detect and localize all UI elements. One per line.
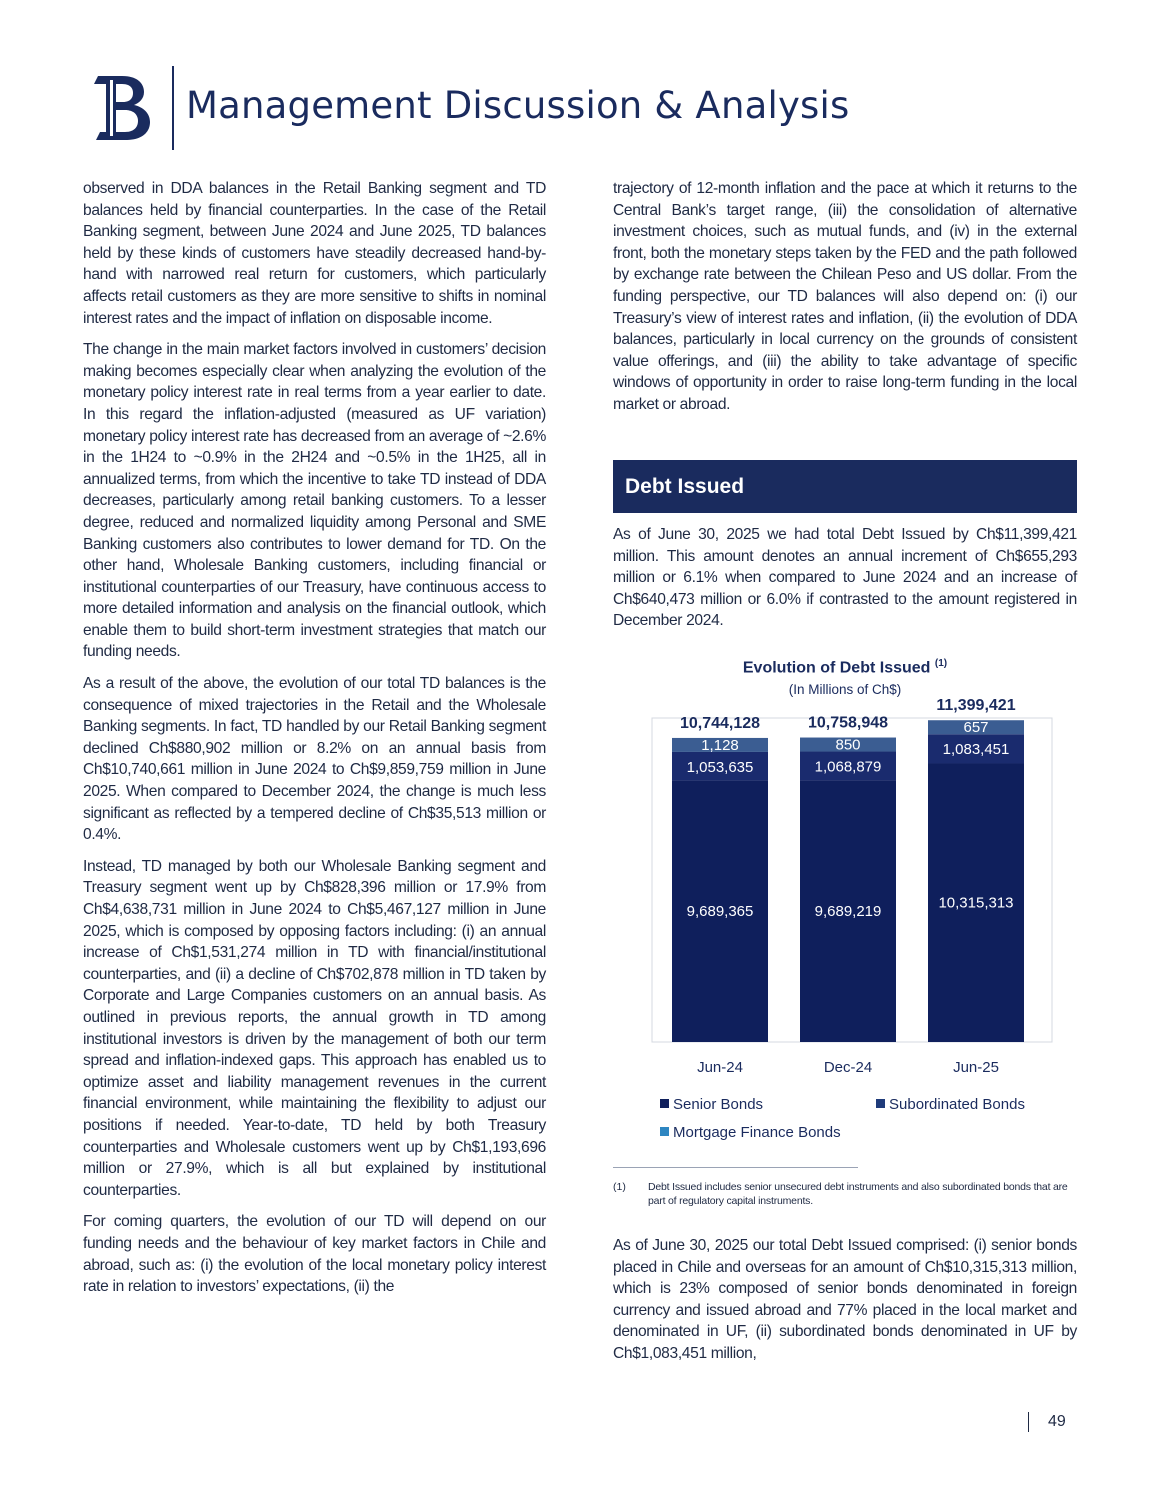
legend-item-senior-bonds [660, 1096, 763, 1113]
data-label-senior: 9,689,219 [814, 903, 882, 921]
legend-item-subordinated-bonds [876, 1096, 1025, 1113]
chart-title [613, 658, 1077, 677]
paragraph: For coming quarters, the evolution of our TD will depend on our funding needs and the behaviour of key market factors in Chile and abroad, such as: (i) the evolution of the local monetary policy interest rate in relation to investors’ expectations, (ii) the [83, 1213, 546, 1296]
legend-label: Mortgage Finance Bonds [673, 1124, 841, 1141]
paragraph: observed in DDA balances in the Retail Banking segment and TD balances held by financial counterparties. In the case of the Retail Banking segment, between June 2024 and June 2025, TD balances held by these kinds of customers have steadily decreased hand-by-hand with narrowed real return for customers, which particularly affects retail customers as they are more sensitive to shifts in nominal interest rates and the impact of inflation on disposable income. [83, 180, 546, 327]
data-label-mortgage: 657 [963, 719, 989, 737]
data-label-senior: 10,315,313 [938, 894, 1014, 912]
chart-title-text: Evolution of Debt Issued [742, 659, 931, 677]
chart-title-footnote-mark: (1) [934, 658, 948, 669]
footnote-text: Debt Issued includes senior unsecured debt instruments and also subordinated bonds that are part of regulatory capital instruments. [648, 1181, 1068, 1207]
section-header-debt-issued: Debt Issued [613, 460, 1077, 513]
paragraph: trajectory of 12-month inflation and the pace at which it returns to the Central Bank’s target range, (iii) the consolidation of alternative investment choices, such as mutual funds, and (iv) in the external front, both the monetary steps taken by the FED and the path followed by exchange rate between the Chilean Peso and US dollar. From the funding perspective, our TD balances will also depend on: (i) our Treasury’s view of interest rates and inflation, (ii) the evolution of DDA balances, particularly in local currency on the grounds of consistent value offerings, and (iii) the ability to take advantage of specific windows of opportunity in order to raise long-term funding in the local market or abroad. [613, 180, 1077, 413]
legend-label: Senior Bonds [673, 1096, 764, 1113]
header-divider [172, 66, 174, 150]
legend-item-mortgage-finance-bonds [660, 1124, 841, 1141]
total-label: 10,758,948 [807, 714, 889, 732]
data-label-mortgage: 850 [835, 736, 861, 754]
debt-composition-paragraph: As of June 30, 2025 our total Debt Issued comprised: (i) senior bonds placed in Chile and overseas for an amount of Ch$10,315,313 million, which is 23% composed of senior bonds denominated in foreign currency and issued abroad and 77% placed in the local market and denominated in UF, (ii) subordinated bonds denominated in UF by Ch$1,083,451 million, [613, 1237, 1077, 1362]
page-number-divider [1028, 1412, 1029, 1432]
data-label-senior: 9,689,365 [686, 903, 754, 921]
b-monogram-logo [92, 72, 154, 142]
category-label: Jun-25 [953, 1059, 999, 1076]
debt-issued-paragraph: As of June 30, 2025 we had total Debt Issued by Ch$11,399,421 million. This amount denotes an annual increment of Ch$655,293 million or 6.1% when compared to June 2024 and an increase of Ch$640,473 million or 6.0% if contrasted to the amount registered in December 2024. [613, 526, 1077, 630]
paragraph: The change in the main market factors involved in customers’ decision making becomes especially clear when analyzing the evolution of the monetary policy interest rate in real terms from a year earlier to date. In this regard the inflation-adjusted (measured as UF variation) monetary policy interest rate has decreased from an average of ~2.6% in the 1H24 to ~0.9% in the 2H24 and ~0.5% in the 1H25, all in annualized terms, from which the incentive to take TD instead of DDA decreases, particularly among retail banking customers. To a lesser degree, reduced and normalized liquidity among Personal and SME Banking customers also contributes to lower demand for TD. On the other hand, Wholesale Banking customers, including financial or institutional counterparties of our Treasury, have continuous access to more detailed information and analysis on the financial outlook, which enable them to build short-term investment strategies that match our funding needs. [83, 341, 546, 661]
legend-swatch [876, 1099, 885, 1108]
page-title: Management Discussion & Analysis [186, 84, 850, 127]
data-label-subordinated: 1,053,635 [686, 758, 754, 776]
left-column [83, 178, 546, 1308]
data-label-subordinated: 1,083,451 [942, 741, 1010, 759]
paragraph: As a result of the above, the evolution of our total TD balances is the consequence of mixed trajectories in the Retail and the Wholesale Banking segments. In fact, TD handled by our Retail Banking segment declined Ch$880,902 million or 8.2% on an annual basis from Ch$10,740,661 million in June 2024 to Ch$9,859,759 million in June 2025. When compared to December 2024, the change is much less significant as reflected by a tempered decline of Ch$35,513 million or 0.4%. [83, 675, 546, 844]
right-column [613, 178, 1077, 426]
data-label-subordinated: 1,068,879 [814, 758, 882, 776]
footnote-mark: (1) [613, 1181, 626, 1193]
footnote-divider [613, 1167, 858, 1168]
chart-subtitle: (In Millions of Ch$) [788, 682, 902, 697]
category-label: Jun-24 [697, 1059, 743, 1076]
legend-swatch [660, 1099, 669, 1108]
legend-swatch [660, 1127, 669, 1136]
data-label-mortgage: 1,128 [701, 736, 739, 754]
page-number: 49 [1048, 1413, 1066, 1430]
total-label: 11,399,421 [936, 697, 1016, 715]
paragraph: Instead, TD managed by both our Wholesale Banking segment and Treasury segment went up by Ch$828,396 million or 17.9% from Ch$4,638,731 million in June 2024 to Ch$5,467,127 million in June 2025, which is composed by opposing factors including: (i) an annual increase of Ch$1,531,274 million in TD with financial/institutional counterparties, and (ii) a decline of Ch$702,878 million in TD taken by Corporate and Large Companies customers on an annual basis. As outlined in previous reports, the annual growth in TD among institutional investors is driven by the management of both our term spread and inflation-indexed gaps. This approach has enabled us to optimize asset and liability management revenues in the current financial environment, while maintaining the flexibility to adjust our positions if needed. Year-to-date, TD held by both Treasury counterparties and Wholesale customers went up by Ch$1,193,696 million or 27.9%, which is all but explained by institutional counterparties. [83, 857, 546, 1199]
legend-label: Subordinated Bonds [889, 1096, 1025, 1113]
category-label: Dec-24 [823, 1059, 873, 1076]
total-label: 10,744,128 [679, 714, 761, 732]
debt-issued-chart [640, 697, 1060, 1082]
